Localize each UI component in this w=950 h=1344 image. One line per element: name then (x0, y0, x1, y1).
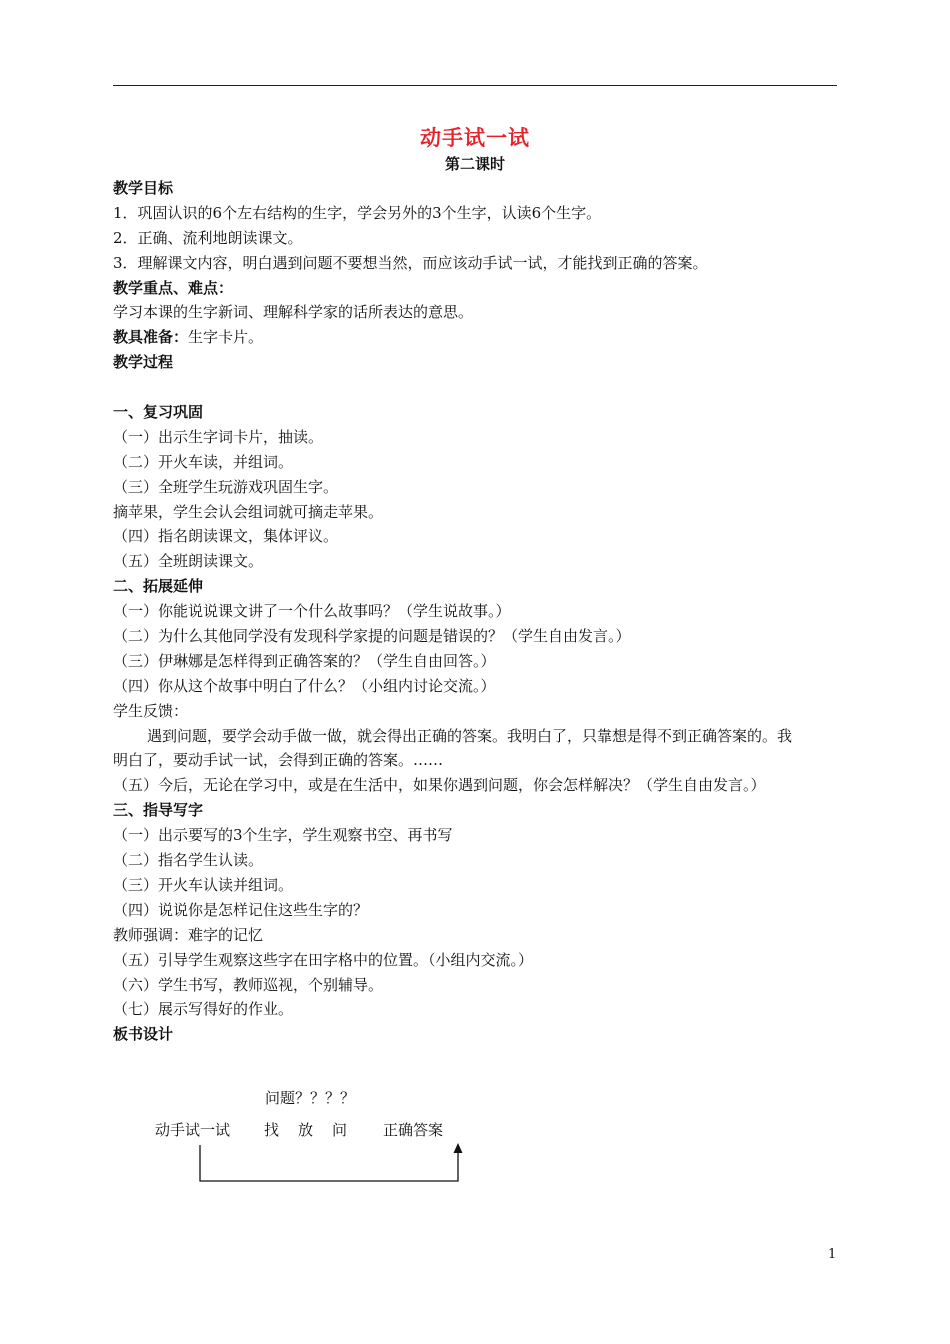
section-heading: 教学过程 (113, 353, 174, 372)
board-question: 问题？？？？ (265, 1089, 356, 1107)
body-line: （二）指名学生认读。 (113, 851, 264, 870)
body-line: （四）指名朗读课文，集体评议。 (113, 527, 339, 546)
body-line: （六）学生书写，教师巡视，个别辅导。 (113, 975, 384, 994)
blank-line (113, 375, 839, 400)
section-heading: 三、指导写字 (113, 801, 204, 820)
body-line: （三）开火车认读并组词。 (113, 875, 294, 894)
board-char-2: 放 (298, 1121, 314, 1139)
body-line: （五）今后，无论在学习中，或是在生活中，如果你遇到问题，你会怎样解决？（学生自由发言。） (113, 776, 766, 795)
body-line: （一）出示要写的3个生字，学生观察书空、再书写 (113, 826, 453, 845)
body-line: 教师强调：难字的记忆 (113, 925, 264, 944)
body-line: （七）展示写得好的作业。 (113, 1000, 294, 1019)
body-line: 2．正确、流利地朗读课文。 (113, 228, 303, 247)
body-line: （一）出示生字词卡片，抽读。 (113, 427, 324, 446)
page-number: 1 (828, 1247, 837, 1262)
board-char-3: 问 (332, 1121, 348, 1139)
section-heading: 二、拓展延伸 (113, 577, 204, 596)
line-text: 生字卡片。 (188, 328, 264, 347)
body-line: （五）全班朗读课文。 (113, 552, 264, 571)
body-line: 摘苹果，学生会认会组词就可摘走苹果。 (113, 502, 384, 521)
body-line: （二）为什么其他同学没有发现科学家提的问题是错误的？（学生自由发言。） (113, 627, 631, 646)
section-heading: 教学重点、难点： (113, 278, 234, 297)
body-line: 3．理解课文内容，明白遇到问题不要想当然，而应该动手试一试，才能找到正确的答案。 (113, 253, 708, 272)
body-line: （四）说说你是怎样记住这些生字的？ (113, 900, 369, 919)
section-heading: 教学目标 (113, 179, 174, 197)
body-line: 学生反馈： (113, 701, 189, 720)
body-line: （五）引导学生观察这些字在田字格中的位置。（小组内交流。） (113, 950, 534, 969)
board-right-label: 正确答案 (383, 1121, 444, 1139)
body-line: 明白了，要动手试一试，会得到正确的答案。…… (113, 751, 444, 770)
body-line (113, 325, 839, 350)
body-line: 遇到问题，要学会动手做一做，就会得出正确的答案。我明白了，只靠想是得不到正确答案的。我 (147, 726, 793, 745)
board-char-1: 找 (264, 1121, 280, 1139)
document-title: 动手试一试 (420, 125, 530, 150)
body-line: （三）伊琳娜是怎样得到正确答案的？（学生自由回答。） (113, 651, 496, 670)
document-body (113, 176, 839, 1047)
document-subtitle: 第二课时 (444, 155, 505, 173)
section-heading: 板书设计 (113, 1025, 174, 1044)
header-rule (113, 85, 837, 86)
body-line: 1．巩固认识的6个左右结构的生字，学会另外的3个生字，认读6个生字。 (113, 203, 602, 222)
body-line: 学习本课的生字新词、理解科学家的话所表达的意思。 (113, 303, 474, 322)
board-left-label: 动手试一试 (155, 1121, 231, 1139)
body-line: （二）开火车读，并组词。 (113, 452, 294, 471)
section-heading: 一、复习巩固 (113, 403, 204, 422)
body-line: （三）全班学生玩游戏巩固生字。 (113, 477, 339, 496)
body-line: （四）你从这个故事中明白了什么？（小组内讨论交流。） (113, 676, 496, 695)
body-line: （一）你能说说课文讲了一个什么故事吗？（学生说故事。） (113, 602, 511, 621)
line-label: 教具准备： (113, 328, 189, 347)
